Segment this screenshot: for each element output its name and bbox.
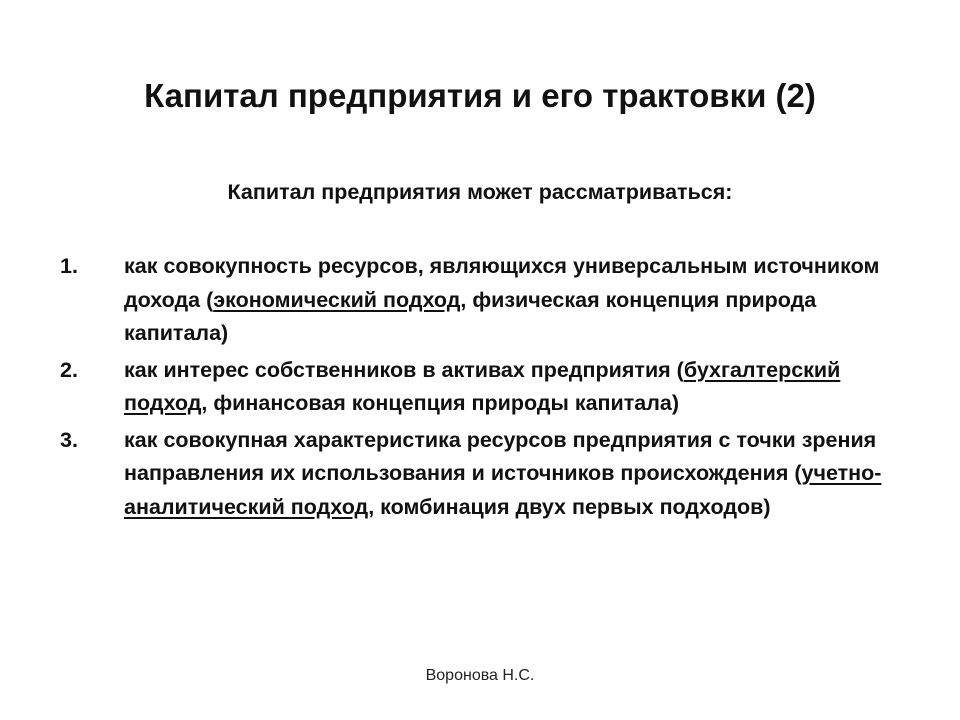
approach-term: экономический подход (213, 287, 461, 312)
list-item-number: 1. (60, 254, 78, 278)
list-item-text-part: , комбинация двух первых подходов) (368, 494, 771, 519)
list-item-text-part: , физическая концепция природа капитала) (124, 287, 817, 345)
slide-title: Капитал предприятия и его трактовки (2) (144, 77, 816, 114)
list-item-number: 2. (60, 357, 78, 382)
list-item (60, 250, 900, 351)
list-item-text-part: как совокупная характеристика ресурсов предприятия с точки зрения направления их использования и источников происхождения ( (124, 427, 877, 485)
list-item-text-part: , финансовая концепция природы капитала) (201, 391, 680, 415)
approach-term: учетно-аналитический подход (124, 461, 882, 519)
list-item-text (124, 354, 900, 421)
list-item-text (124, 250, 900, 351)
list-item (60, 424, 900, 525)
approach-term: бухгалтерский подход (124, 357, 841, 415)
list-item-text (124, 424, 900, 525)
list-item-number: 3. (60, 427, 78, 452)
numbered-list (60, 250, 900, 527)
author-footer: Воронова Н.С. (425, 667, 535, 684)
list-item (60, 354, 900, 421)
list-item-text-part: как интерес собственников в активах предприятия ( (124, 357, 684, 382)
intro-text: Капитал предприятия может рассматриваться: (227, 180, 733, 204)
list-item-text-part: как совокупность ресурсов, являющихся универсальным источником дохода ( (124, 254, 880, 312)
